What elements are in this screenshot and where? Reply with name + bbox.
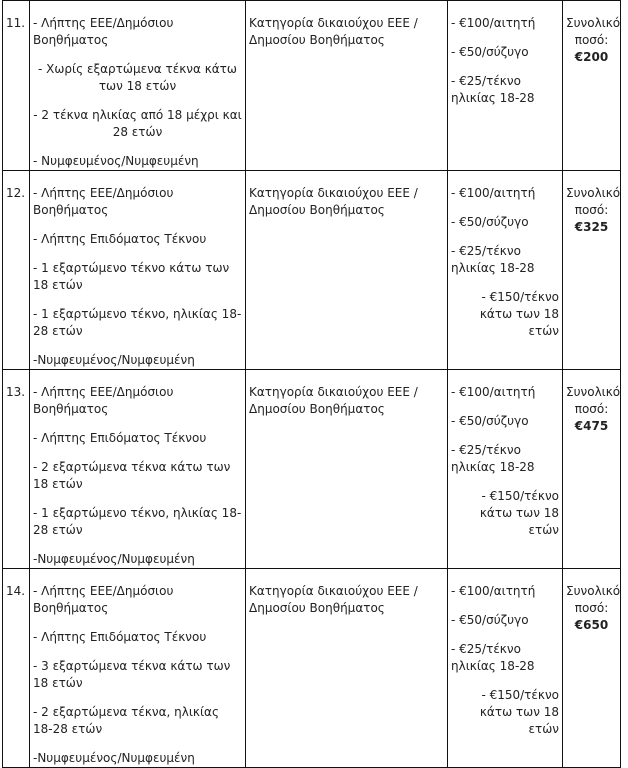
total-label: Συνολικό ποσό: xyxy=(566,16,621,47)
amounts-cell xyxy=(448,171,563,370)
amount-item: - €25/τέκνο ηλικίας 18-28 xyxy=(451,74,535,105)
amount-item: - €50/σύζυγο xyxy=(451,613,529,627)
condition-item: - Λήπτης ΕΕΕ/Δημόσιου Βοηθήματος xyxy=(33,186,174,217)
conditions-cell xyxy=(30,171,246,370)
row-number: 14. xyxy=(3,569,30,768)
amounts-cell xyxy=(448,370,563,569)
condition-item: - Λήπτης Επιδόματος Τέκνου xyxy=(33,232,207,246)
amounts-cell xyxy=(448,569,563,768)
condition-item: - 1 εξαρτώμενο τέκνο κάτω των 18 ετών xyxy=(33,261,230,292)
condition-item: -Νυμφευμένος/Νυμφευμένη xyxy=(33,552,195,566)
amount-item: - €25/τέκνο ηλικίας 18-28 xyxy=(451,244,535,275)
amount-item: - €100/αιτητή xyxy=(451,186,536,200)
amount-item: - €150/τέκνο κάτω των 18 ετών xyxy=(479,290,559,338)
category-cell: Κατηγορία δικαιούχου ΕΕΕ / Δημοσίου Βοηθήματος xyxy=(246,370,448,569)
condition-item: - Λήπτης Επιδόματος Τέκνου xyxy=(33,630,207,644)
condition-item: - Χωρίς εξαρτώμενα τέκνα κάτω των 18 ετών xyxy=(38,62,237,93)
total-cell xyxy=(563,569,621,768)
amount-item: - €50/σύζυγο xyxy=(451,45,529,59)
condition-item: -Νυμφευμένος/Νυμφευμένη xyxy=(33,751,195,765)
amount-item: - €150/τέκνο κάτω των 18 ετών xyxy=(479,489,559,537)
total-label: Συνολικό ποσό: xyxy=(566,584,621,615)
total-cell xyxy=(563,370,621,569)
amount-item: - €100/αιτητή xyxy=(451,385,536,399)
condition-item: - 2 τέκνα ηλικίας από 18 μέχρι και 28 ετών xyxy=(33,108,242,139)
condition-item: - Λήπτης ΕΕΕ/Δημόσιου Βοηθήματος xyxy=(33,16,174,47)
total-cell xyxy=(563,171,621,370)
table-row xyxy=(3,171,621,370)
table-row xyxy=(3,370,621,569)
total-value: €650 xyxy=(574,618,609,632)
total-label: Συνολικό ποσό: xyxy=(566,186,621,217)
condition-item: - Λήπτης ΕΕΕ/Δημόσιου Βοηθήματος xyxy=(33,584,174,615)
total-value: €325 xyxy=(574,220,609,234)
condition-item: - 2 εξαρτώμενα τέκνα κάτω των 18 ετών xyxy=(33,460,231,491)
amount-item: - €100/αιτητή xyxy=(451,584,536,598)
benefits-table xyxy=(2,0,621,768)
total-value: €475 xyxy=(574,419,609,433)
condition-item: - Λήπτης Επιδόματος Τέκνου xyxy=(33,431,207,445)
category-cell: Κατηγορία δικαιούχου ΕΕΕ / Δημοσίου Βοηθήματος xyxy=(246,569,448,768)
table-row xyxy=(3,1,621,171)
condition-item: - Νυμφευμένος/Νυμφευμένη xyxy=(33,154,199,168)
table-row xyxy=(3,569,621,768)
condition-item: - 2 εξαρτώμενα τέκνα, ηλικίας 18-28 ετών xyxy=(33,705,219,736)
conditions-cell xyxy=(30,569,246,768)
conditions-cell xyxy=(30,1,246,171)
amount-item: - €150/τέκνο κάτω των 18 ετών xyxy=(479,688,559,736)
amount-item: - €100/αιτητή xyxy=(451,16,536,30)
amounts-cell xyxy=(448,1,563,171)
conditions-cell xyxy=(30,370,246,569)
condition-item: - 1 εξαρτώμενο τέκνο, ηλικίας 18-28 ετών xyxy=(33,307,242,338)
amount-item: - €50/σύζυγο xyxy=(451,215,529,229)
condition-item: -Νυμφευμένος/Νυμφευμένη xyxy=(33,353,195,367)
total-cell xyxy=(563,1,621,171)
total-value: €200 xyxy=(574,50,609,64)
row-number: 13. xyxy=(3,370,30,569)
category-cell: Κατηγορία δικαιούχου ΕΕΕ / Δημοσίου Βοηθήματος xyxy=(246,1,448,171)
condition-item: - 3 εξαρτώμενα τέκνα κάτω των 18 ετών xyxy=(33,659,231,690)
category-cell: Κατηγορία δικαιούχου ΕΕΕ / Δημοσίου Βοηθήματος xyxy=(246,171,448,370)
amount-item: - €25/τέκνο ηλικίας 18-28 xyxy=(451,642,535,673)
condition-item: - Λήπτης ΕΕΕ/Δημόσιου Βοηθήματος xyxy=(33,385,174,416)
amount-item: - €25/τέκνο ηλικίας 18-28 xyxy=(451,443,535,474)
total-label: Συνολικό ποσό: xyxy=(566,385,621,416)
amount-item: - €50/σύζυγο xyxy=(451,414,529,428)
row-number: 11. xyxy=(3,1,30,171)
row-number: 12. xyxy=(3,171,30,370)
condition-item: - 1 εξαρτώμενο τέκνο, ηλικίας 18-28 ετών xyxy=(33,506,242,537)
